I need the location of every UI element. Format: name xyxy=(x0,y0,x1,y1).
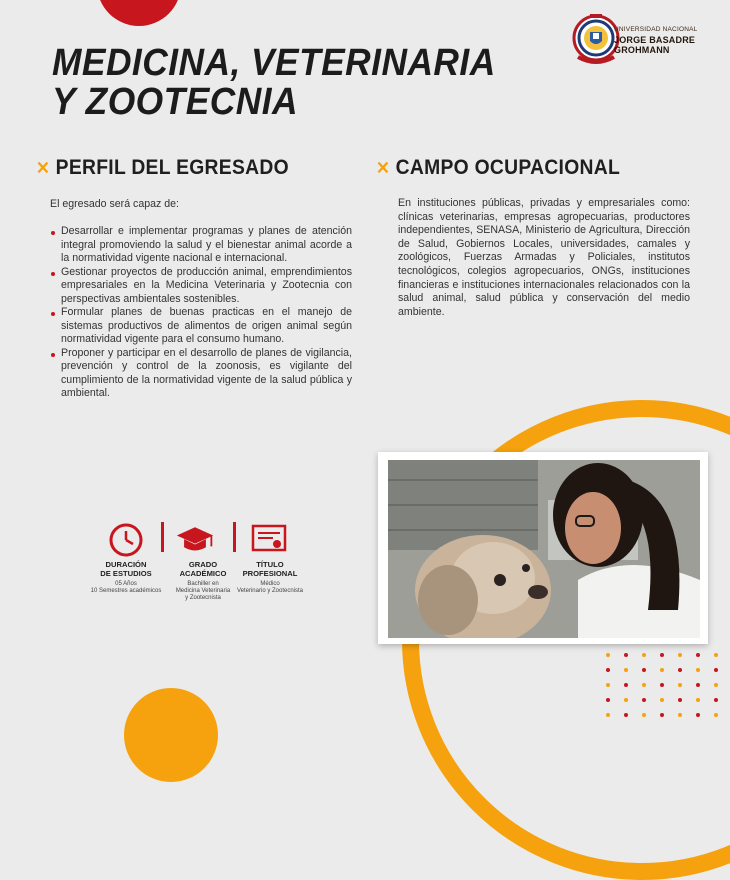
decorative-dot xyxy=(624,668,628,672)
decorative-dot xyxy=(624,698,628,702)
perfil-intro: El egresado será capaz de: xyxy=(50,198,179,210)
stat-heading: DE ESTUDIOS xyxy=(100,569,152,578)
graduation-cap-icon xyxy=(175,520,215,560)
decorative-dot xyxy=(714,713,718,717)
perfil-heading-text: PERFIL DEL EGRESADO xyxy=(55,156,289,179)
stat-detail: 05 Años xyxy=(115,581,137,587)
stat-heading: GRADO xyxy=(188,560,218,569)
decorative-orange-circle xyxy=(124,688,218,782)
campo-heading xyxy=(376,156,620,180)
title-line1: MEDICINA, VETERINARIA xyxy=(52,42,496,84)
decorative-dot xyxy=(606,713,610,717)
perfil-list xyxy=(50,225,352,401)
perfil-heading xyxy=(36,156,289,180)
decorative-dot xyxy=(660,653,664,657)
decorative-dot xyxy=(696,683,700,687)
decorative-dot xyxy=(642,698,646,702)
campo-heading-text: CAMPO OCUPACIONAL xyxy=(395,156,621,179)
decorative-dot xyxy=(678,653,682,657)
decorative-dot xyxy=(660,698,664,702)
stat-heading: PROFESIONAL xyxy=(242,569,298,578)
decorative-dot xyxy=(678,683,682,687)
decorative-dot xyxy=(606,653,610,657)
stat-titulo xyxy=(225,560,315,595)
decorative-dot xyxy=(696,713,700,717)
decorative-dot xyxy=(696,668,700,672)
page-title xyxy=(52,44,496,122)
clock-icon xyxy=(106,520,146,560)
stat-heading: ACADÉMICO xyxy=(179,569,227,578)
decorative-dot xyxy=(714,668,718,672)
decorative-dot xyxy=(660,713,664,717)
stat-detail: 10 Semestres académicos xyxy=(90,588,162,594)
decorative-dot xyxy=(678,668,682,672)
stat-heading: DURACIÓN xyxy=(105,560,147,569)
vet-with-dog-photo xyxy=(388,460,700,638)
campo-text: En instituciones públicas, privadas y empresariales como: clínicas veterinarias, empresas agropecuarias, productores independientes, SENASA, Ministerio de Agricultura, Dirección de Salud, Gobiernos Locales, universidades, camales y zoológicos, Fuerzas Armadas y Policiales, institutos tecnológicos, colegios agropecuarios, ONGs, instituciones financieras e instituciones internacionales relacionados con la salud animal, salud pública y conservación del medio ambiente. xyxy=(398,197,690,318)
decorative-dot xyxy=(660,683,664,687)
cross-icon: ✕ xyxy=(376,158,391,178)
stat-detail: Bachiller en xyxy=(187,581,219,587)
university-name-line3: GROHMANN xyxy=(614,44,670,55)
diploma-icon xyxy=(249,520,289,560)
decorative-dot xyxy=(714,653,718,657)
divider xyxy=(233,522,236,552)
decorative-dot xyxy=(606,698,610,702)
list-item: Formular planes de buenas practicas en el manejo de sistemas productivos de alimentos de origen animal según normatividad vigente para el consumo humano. xyxy=(50,306,352,347)
university-name-line2: JORGE BASADRE xyxy=(614,34,696,45)
title-line2: Y ZOOTECNIA xyxy=(52,81,298,123)
stat-heading: TÍTULO xyxy=(256,560,284,569)
decorative-dot xyxy=(642,713,646,717)
university-name-line1: UNIVERSIDAD NACIONAL xyxy=(614,26,698,33)
decorative-dot xyxy=(642,668,646,672)
cross-icon: ✕ xyxy=(36,158,51,178)
photo-illustration xyxy=(388,460,700,638)
university-name xyxy=(614,26,697,55)
decorative-dot xyxy=(624,683,628,687)
university-seal-logo xyxy=(572,13,620,65)
decorative-red-circle xyxy=(97,0,181,26)
decorative-dot xyxy=(606,668,610,672)
list-item: Gestionar proyectos de producción animal, emprendimientos empresariales en la Medicina Veterinaria y Zootecnia con perspectivas ambientales sostenibles. xyxy=(50,266,352,307)
stat-detail: Medicina Veterinaria xyxy=(175,588,231,594)
decorative-dot xyxy=(678,698,682,702)
decorative-dot xyxy=(624,653,628,657)
list-item: Proponer y participar en el desarrollo de planes de vigilancia, prevención y control de la zoonosis, es vigilante del cumplimiento de la normatividad vigente de la salud pública y ambiental. xyxy=(50,347,352,401)
decorative-dot xyxy=(696,653,700,657)
decorative-dot xyxy=(678,713,682,717)
stat-detail: Veterinario y Zootecnista xyxy=(236,588,304,594)
divider xyxy=(161,522,164,552)
decorative-dot xyxy=(714,698,718,702)
decorative-dot xyxy=(696,698,700,702)
decorative-dot-grid xyxy=(603,650,723,722)
list-item: Desarrollar e implementar programas y planes de atención integral promoviendo la salud y el bienestar animal acorde a la normatividad vigente nacional e internacional. xyxy=(50,225,352,266)
decorative-dot xyxy=(660,668,664,672)
decorative-dot xyxy=(642,683,646,687)
decorative-dot xyxy=(642,653,646,657)
decorative-dot xyxy=(624,713,628,717)
stat-detail: y Zootecnista xyxy=(185,595,221,601)
decorative-dot xyxy=(606,683,610,687)
decorative-dot xyxy=(714,683,718,687)
stat-detail: Médico xyxy=(260,581,280,587)
